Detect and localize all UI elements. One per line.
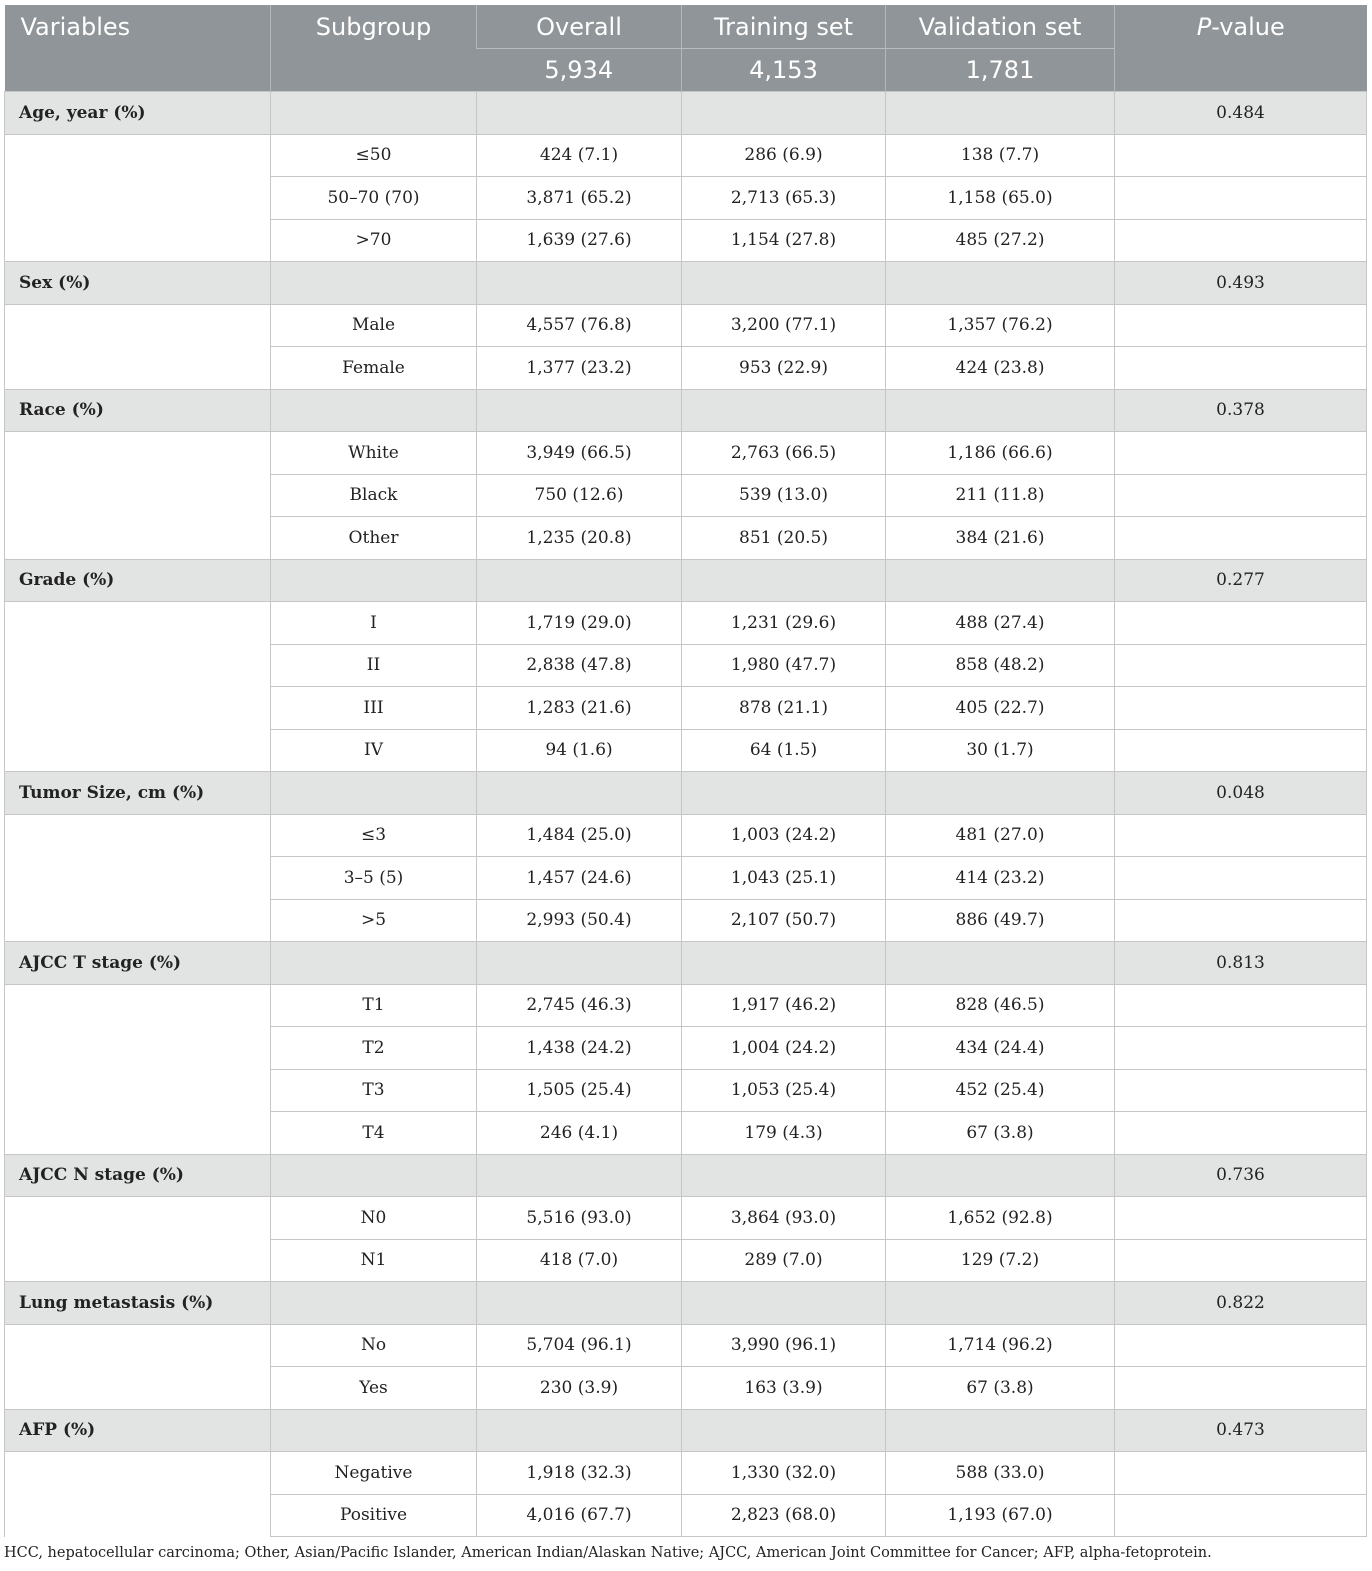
training-cell: 1,043 (25.1) bbox=[682, 857, 886, 900]
p-value-cell: 0.813 bbox=[1115, 942, 1367, 985]
empty-cell bbox=[271, 1409, 477, 1452]
p-value-empty-cell bbox=[1115, 304, 1367, 347]
empty-cell bbox=[477, 1409, 682, 1452]
table-row bbox=[5, 134, 1367, 177]
subgroup-cell: ≤3 bbox=[271, 814, 477, 857]
overall-cell: 1,457 (24.6) bbox=[477, 857, 682, 900]
training-cell: 1,980 (47.7) bbox=[682, 644, 886, 687]
training-cell: 851 (20.5) bbox=[682, 517, 886, 560]
subgroup-cell: Negative bbox=[271, 1452, 477, 1495]
subgroup-cell: No bbox=[271, 1324, 477, 1367]
header-subgroup: Subgroup bbox=[271, 5, 477, 92]
overall-cell: 3,871 (65.2) bbox=[477, 177, 682, 220]
empty-cell bbox=[271, 1282, 477, 1325]
overall-cell: 230 (3.9) bbox=[477, 1367, 682, 1410]
p-value-empty-cell bbox=[1115, 814, 1367, 857]
overall-cell: 1,719 (29.0) bbox=[477, 602, 682, 645]
training-cell: 1,154 (27.8) bbox=[682, 219, 886, 262]
training-cell: 953 (22.9) bbox=[682, 347, 886, 390]
empty-cell bbox=[477, 92, 682, 135]
validation-cell: 488 (27.4) bbox=[886, 602, 1115, 645]
header-overall-n: 5,934 bbox=[477, 49, 682, 92]
training-cell: 289 (7.0) bbox=[682, 1239, 886, 1282]
training-cell: 1,003 (24.2) bbox=[682, 814, 886, 857]
header-variables: Variables bbox=[5, 5, 271, 92]
training-cell: 2,763 (66.5) bbox=[682, 432, 886, 475]
variable-spacer-cell bbox=[5, 984, 271, 1154]
subgroup-cell: IV bbox=[271, 729, 477, 772]
subgroup-cell: III bbox=[271, 687, 477, 730]
header-validation-n: 1,781 bbox=[886, 49, 1115, 92]
empty-cell bbox=[682, 1282, 886, 1325]
p-value-empty-cell bbox=[1115, 1027, 1367, 1070]
subgroup-cell: T1 bbox=[271, 984, 477, 1027]
subgroup-cell: Other bbox=[271, 517, 477, 560]
overall-cell: 418 (7.0) bbox=[477, 1239, 682, 1282]
validation-cell: 434 (24.4) bbox=[886, 1027, 1115, 1070]
validation-cell: 485 (27.2) bbox=[886, 219, 1115, 262]
p-value-empty-cell bbox=[1115, 687, 1367, 730]
group-header-row bbox=[5, 1409, 1367, 1452]
validation-cell: 414 (23.2) bbox=[886, 857, 1115, 900]
table-row bbox=[5, 984, 1367, 1027]
validation-cell: 384 (21.6) bbox=[886, 517, 1115, 560]
group-header-row bbox=[5, 1154, 1367, 1197]
overall-cell: 1,438 (24.2) bbox=[477, 1027, 682, 1070]
overall-cell: 1,639 (27.6) bbox=[477, 219, 682, 262]
validation-cell: 67 (3.8) bbox=[886, 1367, 1115, 1410]
group-header-row bbox=[5, 389, 1367, 432]
training-cell: 3,864 (93.0) bbox=[682, 1197, 886, 1240]
variable-name: AFP (%) bbox=[5, 1409, 271, 1452]
validation-cell: 452 (25.4) bbox=[886, 1069, 1115, 1112]
subgroup-cell: N1 bbox=[271, 1239, 477, 1282]
subgroup-cell: T2 bbox=[271, 1027, 477, 1070]
training-cell: 878 (21.1) bbox=[682, 687, 886, 730]
overall-cell: 424 (7.1) bbox=[477, 134, 682, 177]
validation-cell: 405 (22.7) bbox=[886, 687, 1115, 730]
empty-cell bbox=[682, 1154, 886, 1197]
overall-cell: 3,949 (66.5) bbox=[477, 432, 682, 475]
p-value-empty-cell bbox=[1115, 1324, 1367, 1367]
overall-cell: 750 (12.6) bbox=[477, 474, 682, 517]
overall-cell: 1,283 (21.6) bbox=[477, 687, 682, 730]
training-cell: 2,823 (68.0) bbox=[682, 1494, 886, 1537]
validation-cell: 211 (11.8) bbox=[886, 474, 1115, 517]
p-value-empty-cell bbox=[1115, 134, 1367, 177]
empty-cell bbox=[682, 262, 886, 305]
p-value-empty-cell bbox=[1115, 899, 1367, 942]
empty-cell bbox=[477, 1282, 682, 1325]
overall-cell: 1,918 (32.3) bbox=[477, 1452, 682, 1495]
table-row bbox=[5, 602, 1367, 645]
validation-cell: 138 (7.7) bbox=[886, 134, 1115, 177]
validation-cell: 858 (48.2) bbox=[886, 644, 1115, 687]
empty-cell bbox=[886, 559, 1115, 602]
overall-cell: 4,557 (76.8) bbox=[477, 304, 682, 347]
empty-cell bbox=[886, 1154, 1115, 1197]
empty-cell bbox=[477, 559, 682, 602]
variable-name: Grade (%) bbox=[5, 559, 271, 602]
p-value-empty-cell bbox=[1115, 474, 1367, 517]
empty-cell bbox=[886, 1409, 1115, 1452]
empty-cell bbox=[682, 559, 886, 602]
validation-cell: 1,193 (67.0) bbox=[886, 1494, 1115, 1537]
table-body bbox=[5, 92, 1367, 1537]
empty-cell bbox=[477, 262, 682, 305]
variable-spacer-cell bbox=[5, 1197, 271, 1282]
p-value-empty-cell bbox=[1115, 432, 1367, 475]
subgroup-cell: Female bbox=[271, 347, 477, 390]
subgroup-cell: N0 bbox=[271, 1197, 477, 1240]
empty-cell bbox=[682, 92, 886, 135]
overall-cell: 4,016 (67.7) bbox=[477, 1494, 682, 1537]
header-overall: Overall bbox=[477, 5, 682, 49]
training-cell: 163 (3.9) bbox=[682, 1367, 886, 1410]
subgroup-cell: Black bbox=[271, 474, 477, 517]
p-value-cell: 0.277 bbox=[1115, 559, 1367, 602]
training-cell: 64 (1.5) bbox=[682, 729, 886, 772]
table-header bbox=[5, 5, 1367, 92]
training-cell: 1,004 (24.2) bbox=[682, 1027, 886, 1070]
p-value-empty-cell bbox=[1115, 602, 1367, 645]
subgroup-cell: White bbox=[271, 432, 477, 475]
group-header-row bbox=[5, 92, 1367, 135]
p-value-cell: 0.048 bbox=[1115, 772, 1367, 815]
table-row bbox=[5, 1452, 1367, 1495]
training-cell: 2,713 (65.3) bbox=[682, 177, 886, 220]
p-value-cell: 0.378 bbox=[1115, 389, 1367, 432]
empty-cell bbox=[271, 1154, 477, 1197]
validation-cell: 1,652 (92.8) bbox=[886, 1197, 1115, 1240]
p-value-empty-cell bbox=[1115, 729, 1367, 772]
group-header-row bbox=[5, 942, 1367, 985]
overall-cell: 1,484 (25.0) bbox=[477, 814, 682, 857]
empty-cell bbox=[682, 1409, 886, 1452]
header-p-letter: P bbox=[1196, 13, 1212, 41]
subgroup-cell: 50–70 (70) bbox=[271, 177, 477, 220]
overall-cell: 2,838 (47.8) bbox=[477, 644, 682, 687]
overall-cell: 246 (4.1) bbox=[477, 1112, 682, 1155]
empty-cell bbox=[477, 1154, 682, 1197]
p-value-empty-cell bbox=[1115, 984, 1367, 1027]
baseline-characteristics-table bbox=[4, 5, 1367, 1537]
subgroup-cell: Male bbox=[271, 304, 477, 347]
training-cell: 1,053 (25.4) bbox=[682, 1069, 886, 1112]
table-row bbox=[5, 432, 1367, 475]
overall-cell: 1,235 (20.8) bbox=[477, 517, 682, 560]
overall-cell: 2,993 (50.4) bbox=[477, 899, 682, 942]
empty-cell bbox=[271, 942, 477, 985]
training-cell: 2,107 (50.7) bbox=[682, 899, 886, 942]
validation-cell: 1,186 (66.6) bbox=[886, 432, 1115, 475]
subgroup-cell: 3–5 (5) bbox=[271, 857, 477, 900]
overall-cell: 94 (1.6) bbox=[477, 729, 682, 772]
table-row bbox=[5, 304, 1367, 347]
empty-cell bbox=[682, 772, 886, 815]
empty-cell bbox=[271, 262, 477, 305]
variable-spacer-cell bbox=[5, 432, 271, 560]
variable-spacer-cell bbox=[5, 602, 271, 772]
p-value-cell: 0.484 bbox=[1115, 92, 1367, 135]
empty-cell bbox=[271, 92, 477, 135]
subgroup-cell: Positive bbox=[271, 1494, 477, 1537]
empty-cell bbox=[886, 772, 1115, 815]
variable-name: Race (%) bbox=[5, 389, 271, 432]
validation-cell: 67 (3.8) bbox=[886, 1112, 1115, 1155]
training-cell: 1,231 (29.6) bbox=[682, 602, 886, 645]
group-header-row bbox=[5, 559, 1367, 602]
variable-name: Age, year (%) bbox=[5, 92, 271, 135]
header-p-suffix: -value bbox=[1211, 13, 1285, 41]
p-value-empty-cell bbox=[1115, 219, 1367, 262]
empty-cell bbox=[886, 389, 1115, 432]
variable-spacer-cell bbox=[5, 304, 271, 389]
validation-cell: 1,357 (76.2) bbox=[886, 304, 1115, 347]
empty-cell bbox=[477, 389, 682, 432]
header-validation-set: Validation set bbox=[886, 5, 1115, 49]
group-header-row bbox=[5, 262, 1367, 305]
variable-spacer-cell bbox=[5, 1324, 271, 1409]
table-row bbox=[5, 1324, 1367, 1367]
empty-cell bbox=[271, 772, 477, 815]
subgroup-cell: ≤50 bbox=[271, 134, 477, 177]
header-p-value bbox=[1115, 5, 1367, 92]
p-value-empty-cell bbox=[1115, 1239, 1367, 1282]
overall-cell: 5,516 (93.0) bbox=[477, 1197, 682, 1240]
p-value-empty-cell bbox=[1115, 1367, 1367, 1410]
training-cell: 3,990 (96.1) bbox=[682, 1324, 886, 1367]
empty-cell bbox=[886, 92, 1115, 135]
validation-cell: 129 (7.2) bbox=[886, 1239, 1115, 1282]
p-value-cell: 0.493 bbox=[1115, 262, 1367, 305]
group-header-row bbox=[5, 772, 1367, 815]
empty-cell bbox=[682, 942, 886, 985]
overall-cell: 5,704 (96.1) bbox=[477, 1324, 682, 1367]
p-value-empty-cell bbox=[1115, 347, 1367, 390]
training-cell: 1,917 (46.2) bbox=[682, 984, 886, 1027]
header-training-n: 4,153 bbox=[682, 49, 886, 92]
training-cell: 539 (13.0) bbox=[682, 474, 886, 517]
empty-cell bbox=[682, 389, 886, 432]
p-value-cell: 0.736 bbox=[1115, 1154, 1367, 1197]
variable-spacer-cell bbox=[5, 1452, 271, 1537]
variable-name: Tumor Size, cm (%) bbox=[5, 772, 271, 815]
overall-cell: 1,377 (23.2) bbox=[477, 347, 682, 390]
empty-cell bbox=[477, 942, 682, 985]
subgroup-cell: II bbox=[271, 644, 477, 687]
validation-cell: 481 (27.0) bbox=[886, 814, 1115, 857]
table-row bbox=[5, 1197, 1367, 1240]
empty-cell bbox=[271, 389, 477, 432]
validation-cell: 424 (23.8) bbox=[886, 347, 1115, 390]
table-footnote: HCC, hepatocellular carcinoma; Other, Asian/Pacific Islander, American Indian/Alaskan Native; AJCC, American Joint Committee for Cancer; AFP, alpha-fetoprotein. bbox=[4, 1545, 1212, 1561]
p-value-empty-cell bbox=[1115, 1494, 1367, 1537]
training-cell: 1,330 (32.0) bbox=[682, 1452, 886, 1495]
p-value-empty-cell bbox=[1115, 644, 1367, 687]
empty-cell bbox=[477, 772, 682, 815]
training-cell: 179 (4.3) bbox=[682, 1112, 886, 1155]
validation-cell: 588 (33.0) bbox=[886, 1452, 1115, 1495]
variable-name: Lung metastasis (%) bbox=[5, 1282, 271, 1325]
variable-name: Sex (%) bbox=[5, 262, 271, 305]
p-value-empty-cell bbox=[1115, 517, 1367, 560]
subgroup-cell: Yes bbox=[271, 1367, 477, 1410]
p-value-empty-cell bbox=[1115, 1069, 1367, 1112]
subgroup-cell: T4 bbox=[271, 1112, 477, 1155]
subgroup-cell: T3 bbox=[271, 1069, 477, 1112]
p-value-empty-cell bbox=[1115, 177, 1367, 220]
subgroup-cell: >70 bbox=[271, 219, 477, 262]
overall-cell: 1,505 (25.4) bbox=[477, 1069, 682, 1112]
empty-cell bbox=[886, 262, 1115, 305]
validation-cell: 1,158 (65.0) bbox=[886, 177, 1115, 220]
subgroup-cell: I bbox=[271, 602, 477, 645]
validation-cell: 886 (49.7) bbox=[886, 899, 1115, 942]
variable-spacer-cell bbox=[5, 814, 271, 942]
header-training-set: Training set bbox=[682, 5, 886, 49]
empty-cell bbox=[886, 1282, 1115, 1325]
validation-cell: 828 (46.5) bbox=[886, 984, 1115, 1027]
overall-cell: 2,745 (46.3) bbox=[477, 984, 682, 1027]
subgroup-cell: >5 bbox=[271, 899, 477, 942]
validation-cell: 1,714 (96.2) bbox=[886, 1324, 1115, 1367]
p-value-empty-cell bbox=[1115, 857, 1367, 900]
validation-cell: 30 (1.7) bbox=[886, 729, 1115, 772]
p-value-empty-cell bbox=[1115, 1197, 1367, 1240]
training-cell: 3,200 (77.1) bbox=[682, 304, 886, 347]
variable-name: AJCC N stage (%) bbox=[5, 1154, 271, 1197]
empty-cell bbox=[886, 942, 1115, 985]
table-row bbox=[5, 814, 1367, 857]
p-value-cell: 0.822 bbox=[1115, 1282, 1367, 1325]
p-value-empty-cell bbox=[1115, 1452, 1367, 1495]
variable-spacer-cell bbox=[5, 134, 271, 262]
group-header-row bbox=[5, 1282, 1367, 1325]
training-cell: 286 (6.9) bbox=[682, 134, 886, 177]
p-value-empty-cell bbox=[1115, 1112, 1367, 1155]
p-value-cell: 0.473 bbox=[1115, 1409, 1367, 1452]
empty-cell bbox=[271, 559, 477, 602]
variable-name: AJCC T stage (%) bbox=[5, 942, 271, 985]
